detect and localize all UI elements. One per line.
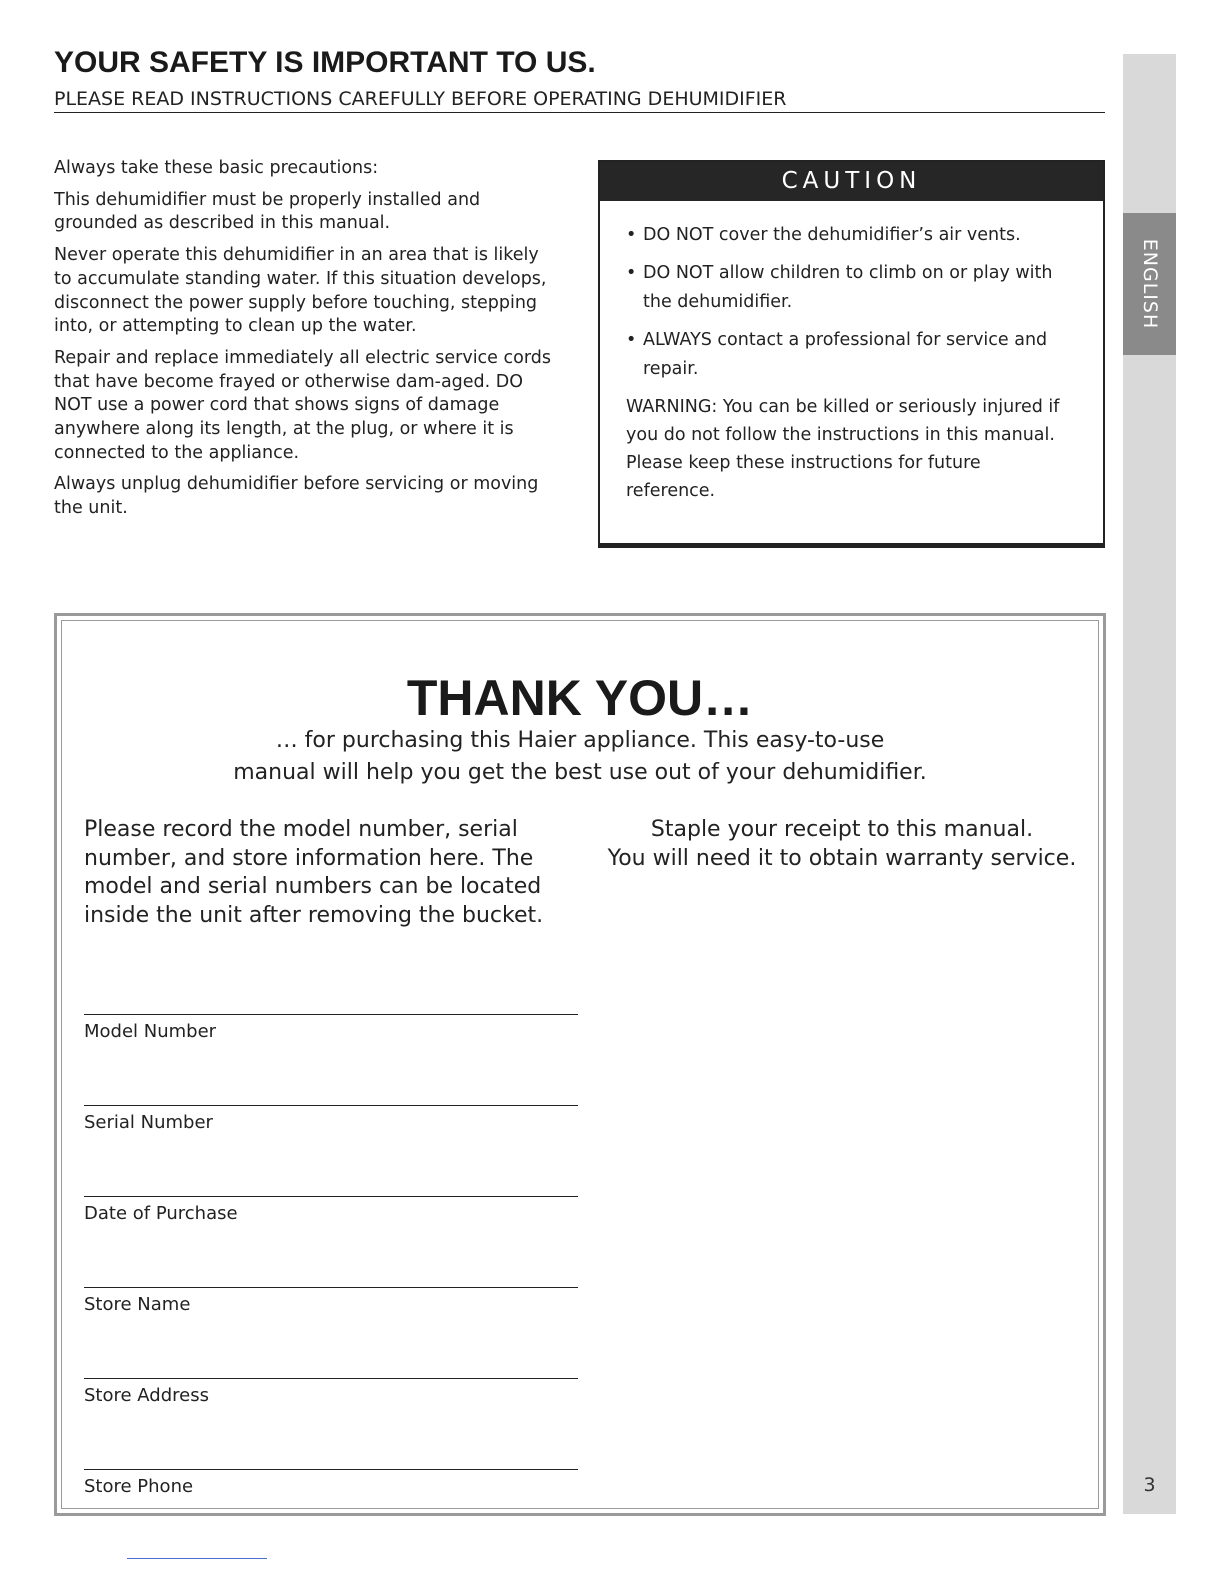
write-in-line — [84, 1196, 578, 1197]
record-field-model-number — [84, 1014, 578, 1105]
page-subtitle: PLEASE READ INSTRUCTIONS CAREFULLY BEFORE OPERATING DEHUMIDIFIER — [54, 88, 787, 110]
thank-you-intro-line: … for purchasing this Haier appliance. This easy-to-use — [275, 728, 885, 753]
record-instructions: Please record the model number, serial number, and store information here. The model and serial numbers can be located inside the unit after removing the bucket. — [84, 817, 544, 928]
bottom-rule — [127, 1558, 267, 1559]
precaution-paragraph: This dehumidifier must be properly installed and grounded as described in this manual. — [54, 189, 481, 234]
caution-item: • DO NOT cover the dehumidifier’s air vents. — [626, 221, 1073, 251]
page-number: 3 — [1143, 1474, 1156, 1496]
caution-title: CAUTION — [600, 162, 1103, 201]
caution-box — [598, 160, 1105, 548]
record-field-store-name — [84, 1287, 578, 1378]
write-in-line — [84, 1469, 578, 1470]
thank-you-intro — [62, 725, 1098, 789]
record-field-label: Serial Number — [84, 1112, 213, 1133]
caution-warning: WARNING: You can be killed or seriously injured if you do not follow the instructions in this manual. Please keep these instructions for future reference. — [626, 396, 1060, 501]
record-field-label: Model Number — [84, 1021, 217, 1042]
precaution-paragraph: Repair and replace immediately all electric service cords that have become frayed or otherwise dam-aged. DO NOT use a power cord that shows signs of damage anywhere along its length, at the plug, or where it is connected to the appliance. — [54, 347, 551, 463]
record-field-store-phone — [84, 1469, 578, 1560]
thank-you-inner-frame — [61, 620, 1099, 1509]
record-field-date-of-purchase — [84, 1196, 578, 1287]
receipt-line: Staple your receipt to this manual. — [650, 817, 1034, 842]
record-field-label: Store Name — [84, 1294, 191, 1315]
thank-you-box — [54, 613, 1106, 1516]
thank-you-intro-line: manual will help you get the best use out of your dehumidifier. — [233, 760, 927, 785]
precautions-section — [54, 157, 554, 529]
language-tab-label: ENGLISH — [1138, 238, 1161, 330]
record-field-label: Store Address — [84, 1385, 209, 1406]
receipt-instructions — [592, 816, 1092, 873]
page-title: YOUR SAFETY IS IMPORTANT TO US. — [54, 46, 596, 79]
record-field-label: Date of Purchase — [84, 1203, 238, 1224]
write-in-line — [84, 1014, 578, 1015]
caution-item: • DO NOT allow children to climb on or play with the dehumidifier. — [626, 259, 1073, 318]
record-fields — [84, 1014, 578, 1560]
language-tab — [1123, 213, 1176, 355]
precaution-paragraph: Always unplug dehumidifier before servicing or moving the unit. — [54, 474, 539, 519]
write-in-line — [84, 1105, 578, 1106]
caution-list — [600, 201, 1103, 385]
record-field-serial-number — [84, 1105, 578, 1196]
receipt-line: You will need it to obtain warranty service. — [607, 845, 1077, 871]
record-field-store-address — [84, 1378, 578, 1469]
thank-you-title: THANK YOU… — [406, 670, 754, 726]
caution-item: • ALWAYS contact a professional for service and repair. — [626, 326, 1073, 385]
header-rule — [54, 112, 1105, 113]
record-field-label: Store Phone — [84, 1476, 194, 1497]
precautions-intro: Always take these basic precautions: — [54, 158, 379, 178]
write-in-line — [84, 1287, 578, 1288]
write-in-line — [84, 1378, 578, 1379]
precaution-paragraph: Never operate this dehumidifier in an area that is likely to accumulate standing water. If this situation develops, disconnect the power supply before touching, stepping into, or attempting to clean up the water. — [54, 245, 547, 337]
